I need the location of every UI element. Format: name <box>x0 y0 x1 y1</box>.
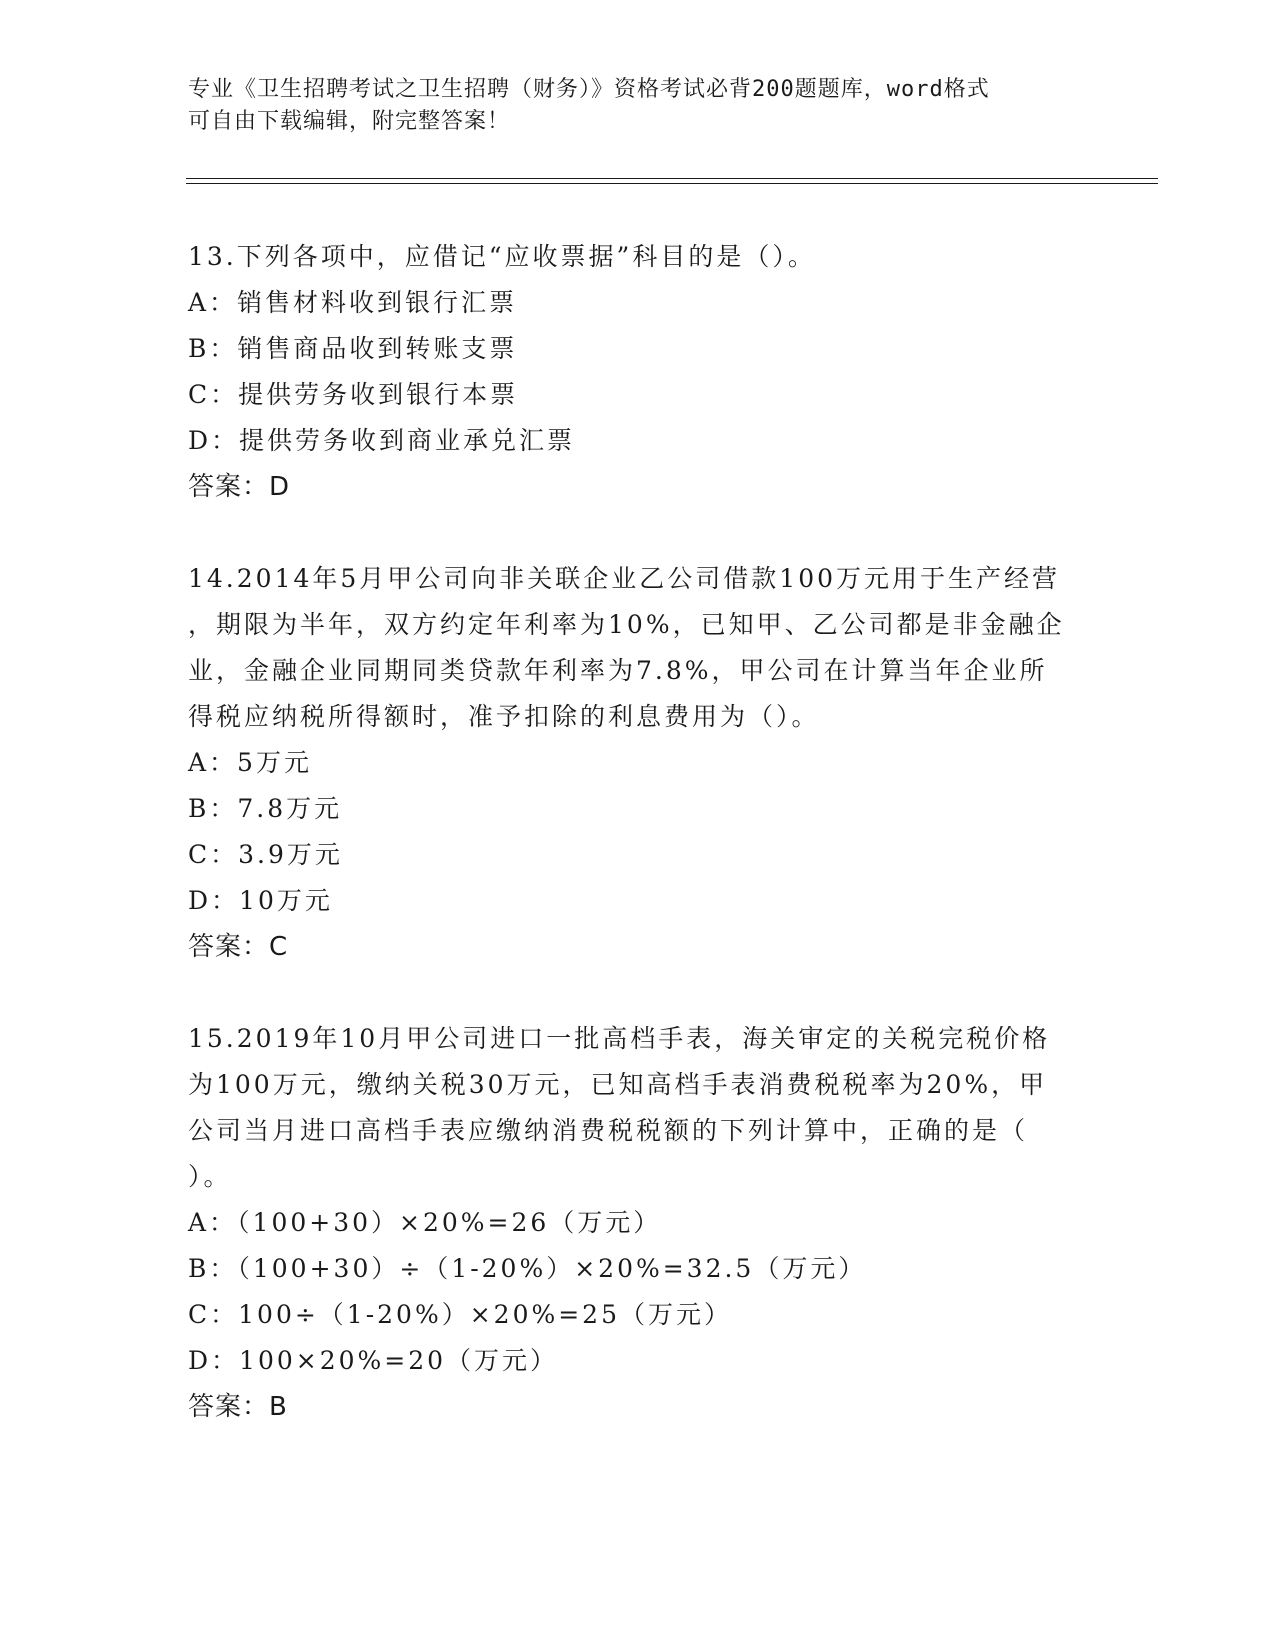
stem-line: ）。 <box>188 1162 232 1191</box>
option-d: D：提供劳务收到商业承兑汇票 <box>188 426 576 455</box>
option-d: D：100×20%=20（万元） <box>188 1346 559 1375</box>
stem-line: 为100万元，缴纳关税30万元，已知高档手表消费税税率为20%，甲 <box>188 1070 1048 1099</box>
answer-line: 答案：B <box>188 1392 288 1422</box>
answer-line: 答案：C <box>188 932 289 962</box>
question-stem <box>188 1016 1088 1200</box>
question-14 <box>188 556 1088 970</box>
stem-line: 得税应纳税所得额时，准予扣除的利息费用为（）。 <box>188 702 820 731</box>
option-b: B：销售商品收到转账支票 <box>188 334 518 363</box>
stem-line: 业，金融企业同期同类贷款年利率为7.8%，甲公司在计算当年企业所 <box>188 656 1048 685</box>
question-15 <box>188 1016 1088 1430</box>
stem-line: 14.2014年5月甲公司向非关联企业乙公司借款100万元用于生产经营 <box>188 564 1061 593</box>
stem-line: 13.下列各项中，应借记“应收票据”科目的是（）。 <box>188 242 816 271</box>
question-13 <box>188 234 1088 510</box>
option-b: B：（100+30）÷（1-20%）×20%=32.5（万元） <box>188 1254 867 1283</box>
question-stem <box>188 556 1088 740</box>
stem-line: ，期限为半年，双方约定年利率为10%，已知甲、乙公司都是非金融企 <box>188 610 1065 639</box>
stem-line: 15.2019年10月甲公司进口一批高档手表，海关审定的关税完税价格 <box>188 1024 1051 1053</box>
stem-line: 公司当月进口高档手表应缴纳消费税税额的下列计算中，正确的是（ <box>188 1116 1029 1145</box>
header-divider-thick <box>186 178 1158 179</box>
option-a: A：（100+30）×20%=26（万元） <box>188 1208 662 1237</box>
header-line-2: 可自由下载编辑，附完整答案！ <box>188 109 511 134</box>
question-stem <box>188 234 1088 280</box>
document-header <box>188 74 1088 138</box>
header-line-1: 专业《卫生招聘考试之卫生招聘（财务）》资格考试必背200题题库，word格式 <box>188 77 990 102</box>
option-d: D：10万元 <box>188 886 333 915</box>
option-c: C：提供劳务收到银行本票 <box>188 380 519 409</box>
option-c: C：3.9万元 <box>188 840 343 869</box>
option-a: A：销售材料收到银行汇票 <box>188 288 518 317</box>
header-divider-thin <box>186 183 1158 184</box>
option-a: A：5万元 <box>188 748 312 777</box>
answer-line: 答案：D <box>188 472 291 502</box>
option-c: C：100÷（1-20%）×20%=25（万元） <box>188 1300 732 1329</box>
option-b: B：7.8万元 <box>188 794 343 823</box>
